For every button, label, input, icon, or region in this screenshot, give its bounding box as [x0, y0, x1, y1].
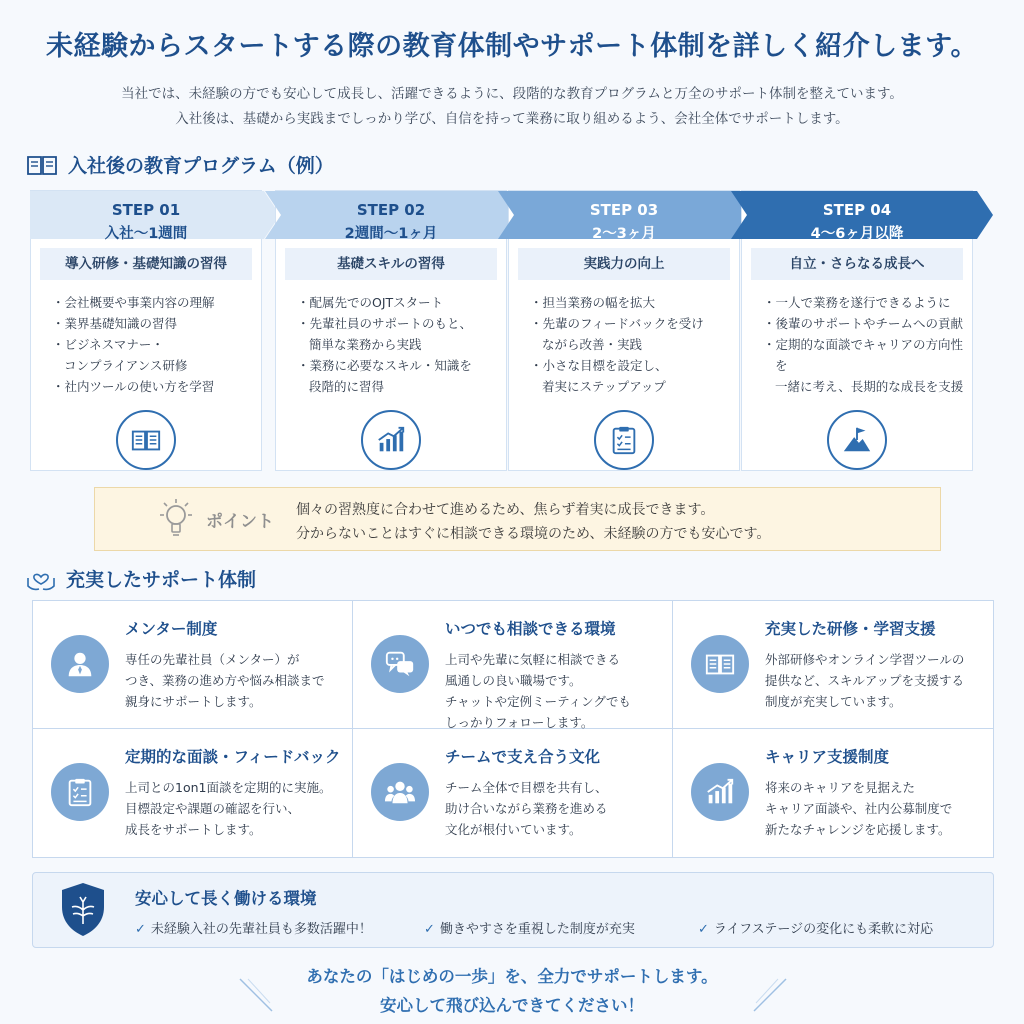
intro-text-line1: 当社では、未経験の方でも安心して成長し、活躍できるように、段階的な教育プログラムと万全のサポート体制を整えています。: [121, 86, 903, 102]
clipboard-checklist-icon: [594, 410, 654, 470]
support-card-text: [765, 649, 990, 712]
step-number: STEP 04: [822, 201, 892, 219]
safe-check-item: [135, 918, 372, 937]
support-card: [673, 729, 993, 857]
team-group-icon: [371, 763, 429, 821]
support-card-text: [125, 777, 350, 840]
support-card-title: メンター制度: [125, 620, 218, 638]
support-card-text: [125, 649, 350, 712]
step-number: STEP 02: [356, 201, 426, 219]
safe-check-text: 働きやすさを重視した制度が充実: [439, 922, 635, 937]
support-card-text-line: 親身にサポートします。: [125, 694, 262, 709]
chat-bubbles-icon: [371, 635, 429, 693]
step-item: ・ 会社概要や事業内容の理解: [52, 292, 264, 313]
education-heading-text: 入社後の教育プログラム（例）: [68, 155, 334, 177]
checkmark-icon: ✓: [424, 922, 435, 937]
checkmark-icon: ✓: [698, 922, 709, 937]
support-card: [353, 729, 673, 857]
step-number: STEP 01: [111, 201, 181, 219]
safe-title: 安心して長く働ける環境: [135, 889, 317, 908]
step-item: ・ 先輩のフィードバックを受け ながら改善・実践: [530, 313, 742, 355]
lightbulb-icon: [156, 496, 196, 546]
safe-check-text: 未経験入社の先輩社員も多数活躍中！: [150, 922, 372, 937]
open-book-icon: [26, 153, 58, 177]
support-card-text-line: しっかりフォローします。: [445, 715, 594, 730]
support-card-title: 充実した研修・学習支援: [765, 620, 936, 638]
support-card-text-line: 外部研修やオンライン学習ツールの: [765, 652, 965, 667]
support-card: [353, 601, 673, 729]
book-icon: [691, 635, 749, 693]
growth-chart-icon: [361, 410, 421, 470]
support-grid: [32, 600, 994, 858]
support-card-text-line: 目標設定や課題の確認を行い、: [125, 801, 301, 816]
support-card-text-line: 上司との1on1面談を定期的に実施。: [125, 780, 332, 795]
step-item-list: [52, 292, 264, 397]
point-text-line1: 個々の習熟度に合わせて進めるため、焦らず着実に成長できます。: [296, 502, 715, 518]
step-item-list: [297, 292, 509, 397]
support-card-text-line: 上司や先輩に気軽に相談できる: [445, 652, 621, 667]
step-item: ・ 配属先でのOJTスタート: [297, 292, 509, 313]
closing-message-line1: あなたの「はじめの一歩」を、全力でサポートします。: [306, 967, 718, 986]
step-subtitle: 実践力の向上: [518, 248, 730, 280]
step-item: ・ 定期的な面談でキャリアの方向性を 一緒に考え、長期的な成長を支援: [763, 334, 975, 397]
point-label: ポイント: [206, 512, 274, 532]
caring-hands-icon: [26, 566, 56, 592]
safe-check-item: [698, 918, 933, 937]
support-card-text-line: 専任の先輩社員（メンター）が: [125, 652, 300, 667]
point-text-line2: 分からないことはすぐに相談できる環境のため、未経験の方でも安心です。: [296, 526, 771, 542]
support-card-title: いつでも相談できる環境: [445, 620, 616, 638]
support-card-title: チームで支え合う文化: [445, 748, 601, 766]
support-card: [33, 601, 353, 729]
step-period: 4〜6ヶ月以降: [810, 226, 904, 242]
step-subtitle: 自立・さらなる成長へ: [751, 248, 963, 280]
safe-check-text: ライフステージの変化にも柔軟に対応: [713, 922, 934, 937]
support-card-text: [445, 777, 670, 840]
step-item: ・ 後輩のサポートやチームへの貢献: [763, 313, 975, 334]
growth-chart-icon: [691, 763, 749, 821]
safe-check-item: [424, 918, 635, 937]
support-card-text-line: 文化が根付いています。: [445, 822, 582, 837]
step-item-list: [763, 292, 975, 397]
closing-message-line2: 安心して飛び込んできてください！: [380, 996, 644, 1015]
support-card-title: 定期的な面談・フィードバック: [125, 748, 341, 766]
support-card-text-line: 提供など、スキルアップを支援する: [765, 673, 965, 688]
step-item: ・ 先輩社員のサポートのもと、 簡単な業務から実践: [297, 313, 509, 355]
step-item: ・ 小さな目標を設定し、 着実にステップアップ: [530, 355, 742, 397]
step-period: 入社〜1週間: [104, 226, 188, 242]
step-period: 2週間〜1ヶ月: [344, 226, 438, 242]
intro-text-line2: 入社後は、基礎から実践までしっかり学び、自信を持って業務に取り組めるよう、会社全体でサポートします。: [175, 111, 849, 127]
support-card: [673, 601, 993, 729]
checkmark-icon: ✓: [135, 922, 146, 937]
support-card-text-line: チャットや定例ミーティングでも: [445, 694, 631, 709]
step-item: ・ 一人で業務を遂行できるように: [763, 292, 975, 313]
mentor-person-icon: [51, 635, 109, 693]
support-card-text-line: 制度が充実しています。: [765, 694, 902, 709]
step-subtitle: 基礎スキルの習得: [285, 248, 497, 280]
support-card-text: [765, 777, 990, 840]
support-card-text-line: 風通しの良い職場です。: [445, 673, 582, 688]
support-card-text-line: 新たなチャレンジを応援します。: [765, 822, 951, 837]
support-heading-text: 充実したサポート体制: [66, 569, 257, 591]
support-card-text-line: 助け合いながら業務を進める: [445, 801, 608, 816]
support-section-heading: [26, 565, 256, 592]
support-card: [33, 729, 353, 857]
support-card-text-line: つき、業務の進め方や悩み相談まで: [125, 673, 325, 688]
step-item-list: [530, 292, 742, 397]
support-card-text-line: チーム全体で目標を共有し、: [445, 780, 608, 795]
support-card-text-line: 成長をサポートします。: [125, 822, 262, 837]
clipboard-icon: [51, 763, 109, 821]
step-number: STEP 03: [589, 201, 659, 219]
page-title: 未経験からスタートする際の教育体制やサポート体制を詳しく紹介します。: [45, 31, 979, 62]
support-card-text-line: 将来のキャリアを見据えた: [765, 780, 916, 795]
step-item: ・ 業界基礎知識の習得: [52, 313, 264, 334]
step-item: ・ 社内ツールの使い方を学習: [52, 376, 264, 397]
step-period: 2〜3ヶ月: [592, 226, 656, 242]
step-item: ・ 担当業務の幅を拡大: [530, 292, 742, 313]
step-subtitle: 導入研修・基礎知識の習得: [40, 248, 252, 280]
support-card-text: [445, 649, 670, 733]
book-icon: [116, 410, 176, 470]
step-item: ・ ビジネスマナー・ コンプライアンス研修: [52, 334, 264, 376]
step-item: ・ 業務に必要なスキル・知識を 段階的に習得: [297, 355, 509, 397]
support-card-text-line: キャリア面談や、社内公募制度で: [765, 801, 953, 816]
support-card-title: キャリア支援制度: [765, 748, 890, 766]
shield-icon: [58, 880, 108, 942]
mountain-flag-icon: [827, 410, 887, 470]
education-section-heading: [26, 151, 334, 178]
